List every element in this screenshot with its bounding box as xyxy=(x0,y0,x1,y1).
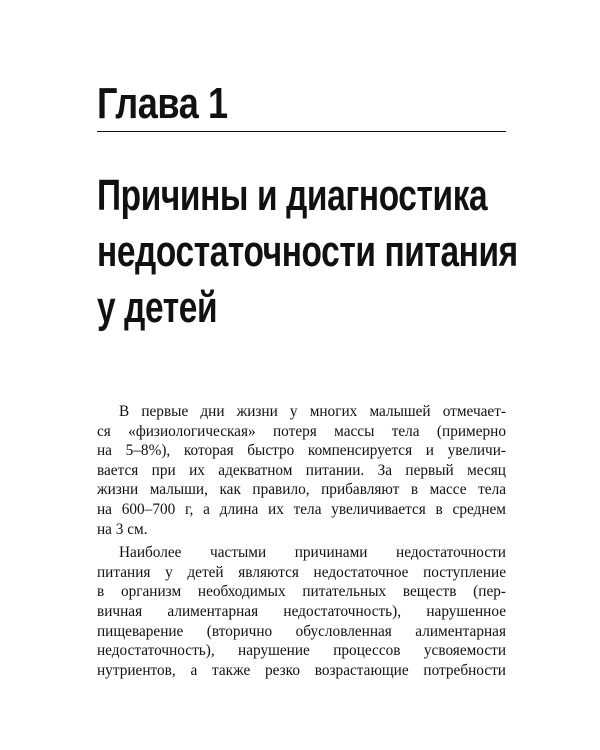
text-line: на 5–8%), которая быстро компенсируется и увеличи- xyxy=(97,442,506,460)
text-line: на 3 см. xyxy=(97,520,148,538)
paragraph xyxy=(97,402,506,539)
text-line: В первые дни жизни у многих малышей отмечает- xyxy=(119,403,506,420)
text-line: ся «физиологическая» потеря массы тела (примерно xyxy=(97,422,506,440)
text-line: нутриентов, а также резко возрастающие потребности xyxy=(97,661,506,679)
chapter-title-line: у детей xyxy=(97,283,218,332)
chapter-label: Глава 1 xyxy=(97,79,228,128)
text-line: в организм необходимых питательных веществ (пер- xyxy=(97,583,506,601)
chapter-title xyxy=(97,168,518,336)
text-line: на 600–700 г, а длина их тела увеличивается в среднем xyxy=(97,500,506,518)
text-line: вается при их адекватном питании. За первый месяц xyxy=(97,461,506,479)
chapter-divider xyxy=(97,131,506,132)
text-line: питания у детей являются недостаточное поступление xyxy=(97,563,506,581)
chapter-title-line: Причины и диагностика xyxy=(97,171,488,220)
text-line: пищеварение (вторично обусловленная алиментарная xyxy=(97,622,506,640)
text-line: недостаточность), нарушение процессов усвояемости xyxy=(97,642,506,660)
text-line: Наиболее частыми причинами недостаточности xyxy=(119,544,506,562)
chapter-title-line: недостаточности питания xyxy=(97,227,518,276)
text-line: жизни малыши, как правило, прибавляют в массе тела xyxy=(97,481,506,499)
body-text xyxy=(97,402,506,684)
paragraph xyxy=(97,543,506,680)
text-line: вичная алиментарная недостаточность), нарушенное xyxy=(97,602,506,620)
